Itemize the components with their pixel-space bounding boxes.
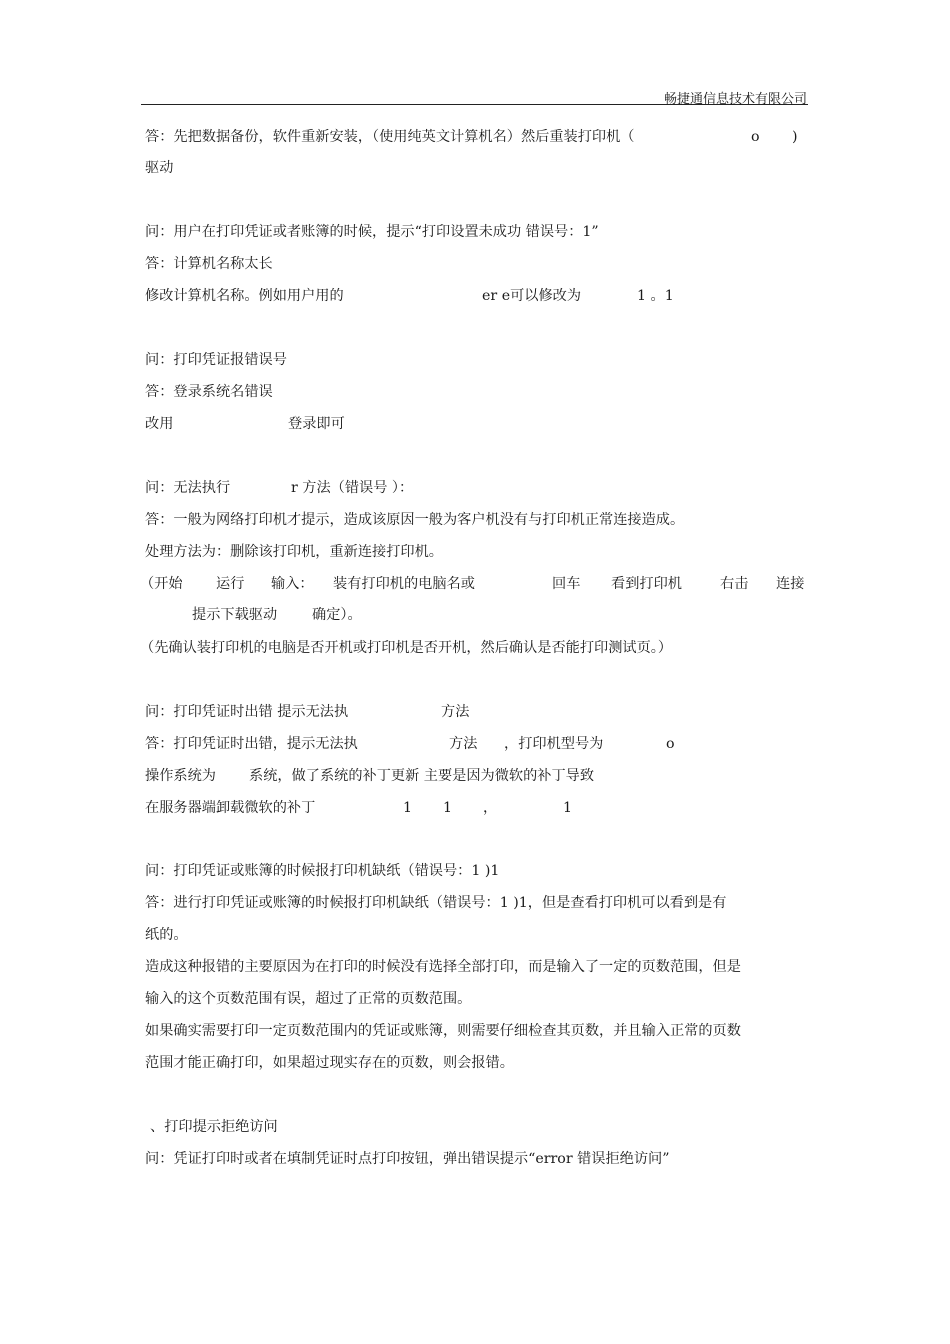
text-fragment: 确定）。 <box>312 607 362 623</box>
text-line: 在服务器端卸载微软的补丁 <box>145 800 316 816</box>
answer-line: 答：一般为网络打印机才提示，造成该原因一般为客户机没有与打印机正常连接造成。 <box>145 512 685 528</box>
text-fragment: 1 。1 <box>637 288 674 304</box>
question-line: 问：打印凭证报错误号 <box>145 352 287 368</box>
text-fragment: （开始 <box>140 576 183 592</box>
text-line: 输入的这个页数范围有误，超过了正常的页数范围。 <box>145 991 472 1007</box>
text-line: 操作系统为 <box>145 768 216 784</box>
question-line: 问：打印凭证或账簿的时候报打印机缺纸（错误号：1 )1 <box>145 863 500 879</box>
text-fragment: r 方法（错误号 ）： <box>291 480 414 496</box>
text-line: 范围才能正确打印，如果超过现实存在的页数，则会报错。 <box>145 1055 514 1071</box>
text-fragment: 方法 <box>441 704 470 720</box>
question-line: 问：凭证打印时或者在填制凭证时点打印按钮，弹出错误提示“error 错误拒绝访问” <box>145 1151 670 1167</box>
text-line: 处理方法为：删除该打印机，重新连接打印机。 <box>145 544 443 560</box>
text-fragment: 连接 <box>776 576 805 592</box>
question-line: 问：无法执行 <box>145 480 231 496</box>
text-fragment: 方法 <box>449 736 478 752</box>
text-fragment: 提示下载驱动 <box>192 607 278 623</box>
header-divider <box>141 104 808 105</box>
text-fragment: 系统，做了系统的补丁更新 主要是因为微软的补丁导致 <box>249 768 595 784</box>
text-line: （先确认装打印机的电脑是否开机或打印机是否开机，然后确认是否能打印测试页。） <box>140 640 673 656</box>
text-fragment: 1 <box>443 800 453 816</box>
text-fragment: 运行 <box>216 576 245 592</box>
text-fragment: o <box>666 736 675 752</box>
text-fragment: o <box>751 129 760 145</box>
text-fragment: ，打印机型号为 <box>504 736 604 752</box>
text-fragment: 1 <box>403 800 413 816</box>
text-line: 造成这种报错的主要原因为在打印的时候没有选择全部打印，而是输入了一定的页数范围，但是 <box>145 959 741 975</box>
text-fragment: 看到打印机 <box>611 576 682 592</box>
text-fragment: 1 <box>563 800 573 816</box>
text-fragment: ， <box>483 800 498 816</box>
text-line: 修改计算机名称。例如用户用的 <box>145 288 344 304</box>
text-fragment: 装有打印机的电脑名或 <box>333 576 475 592</box>
answer-line: 答：进行打印凭证或账簿的时候报打印机缺纸（错误号：1 )1，但是查看打印机可以看到是有 <box>145 895 727 911</box>
text-line: 纸的。 <box>145 927 188 943</box>
answer-line: 答：登录系统名错误 <box>145 384 273 400</box>
section-heading: 、打印提示拒绝访问 <box>150 1119 278 1135</box>
answer-line: 答：先把数据备份，软件重新安装，（使用纯英文计算机名）然后重装打印机（ <box>145 129 635 145</box>
text-fragment: 登录即可 <box>288 416 345 432</box>
text-fragment: er e可以修改为 <box>482 288 582 304</box>
answer-line: 答：打印凭证时出错，提示无法执 <box>145 736 358 752</box>
header-company-name: 畅捷通信息技术有限公司 <box>663 92 807 107</box>
question-line: 问：打印凭证时出错 提示无法执 <box>145 704 349 720</box>
text-fragment: 右击 <box>720 576 749 592</box>
text-fragment: ) <box>792 129 798 145</box>
answer-line: 答：计算机名称太长 <box>145 256 273 272</box>
text-fragment: 输入： <box>271 576 314 592</box>
answer-line: 驱动 <box>145 160 174 176</box>
text-fragment: 回车 <box>552 576 581 592</box>
text-line: 改用 <box>145 416 174 432</box>
question-line: 问：用户在打印凭证或者账簿的时候，提示“打印设置未成功 错误号：1” <box>145 224 599 240</box>
text-line: 如果确实需要打印一定页数范围内的凭证或账簿，则需要仔细检查其页数，并且输入正常的页数 <box>145 1023 741 1039</box>
